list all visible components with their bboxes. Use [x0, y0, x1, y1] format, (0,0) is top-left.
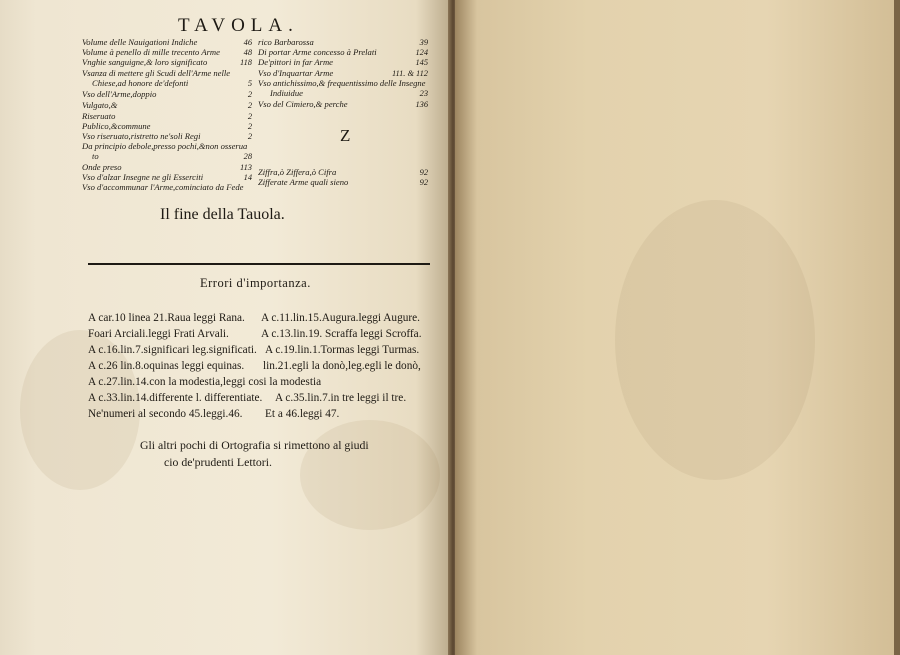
index-entry: De'pittori in far Arme [258, 57, 333, 67]
errata-line: A c.33.lin.14.differente l. differentiate. [88, 392, 263, 404]
index-page-number: 2 [247, 122, 252, 131]
errata-title: Errori d'importanza. [200, 276, 311, 290]
index-entry: Vso d'accommunar l'Arme,cominciato da Fede [82, 182, 244, 192]
index-page-number: 2 [247, 101, 252, 110]
index-entry: Vulgato,& [82, 100, 118, 110]
index-entry: Indiuidue [270, 88, 303, 98]
index-page-number: 2 [247, 132, 252, 141]
index-entry: Vso riseruato,ristretto ne'soli Regi [82, 131, 201, 141]
index-page-number: 111. & 112 [391, 69, 428, 78]
errata-line: lin.21.egli la donò,leg.egli le donò, [263, 360, 421, 372]
errata-line: Et a 46.leggi 47. [265, 408, 340, 420]
index-entry: Zifferate Arme quali sieno [258, 177, 349, 187]
index-page-number: 92 [419, 178, 428, 187]
index-entry: Volume à penello di mille trecento Arme [82, 47, 220, 57]
index-entry: Di portar Arme concesso à Prelati [258, 47, 377, 57]
end-of-index-note: Il fine della Tauola. [160, 206, 285, 223]
index-entry: to [92, 151, 99, 161]
index-page-number: 2 [247, 112, 252, 121]
index-page-number: 46 [243, 38, 252, 47]
closing-note: cio de'prudenti Lettori. [164, 455, 272, 469]
index-entry: Da principio debole,presso pochi,&non osserua [82, 141, 248, 151]
index-page-number: 5 [247, 79, 252, 88]
index-entry: Onde preso [82, 162, 122, 172]
index-entry: Vso d'alzar Insegne ne gli Esserciti [82, 172, 204, 182]
index-page-number: 92 [419, 168, 428, 177]
divider-rule [88, 263, 430, 265]
index-page-number: 124 [415, 48, 428, 57]
errata-line: A c.13.lin.19. Scraffa leggi Scroffa. [261, 328, 422, 340]
right-page-blank [455, 0, 900, 655]
errata-line: A c.19.lin.1.Tormas leggi Turmas. [265, 344, 420, 356]
errata-line: Ne'numeri al secondo 45.leggi.46. [88, 408, 243, 420]
index-entry: Vso dell'Arme,doppio [82, 89, 157, 99]
index-page-number: 23 [419, 89, 428, 98]
index-entry: Vso d'Inquartar Arme [258, 68, 334, 78]
closing-note: Gli altri pochi di Ortografia si rimettono al giudi [140, 438, 369, 452]
index-entry: rico Barbarossa [258, 37, 314, 47]
index-entry: Vnghie sanguigne,& loro significato [82, 57, 208, 67]
index-page-number: 136 [415, 100, 428, 109]
section-letter-z: Z [340, 126, 351, 145]
index-page-number: 28 [243, 152, 252, 161]
index-page-number: 48 [243, 48, 252, 57]
index-entry: Vso del Cimiero,& perche [258, 99, 348, 109]
index-page-number: 113 [240, 163, 252, 172]
index-page-number: 145 [415, 58, 428, 67]
errata-line: A car.10 linea 21.Raua leggi Rana. [88, 312, 245, 324]
index-entry: Chiese,ad honore de'defonti [92, 78, 189, 88]
index-entry: Publico,&commune [82, 121, 151, 131]
page-title: TAVOLA. [178, 15, 299, 36]
index-entry: Vsanza di mettere gli Scudi dell'Arme nelle [82, 68, 231, 78]
index-entry: Ziffra,ò Ziffera,ò Cifra [258, 167, 337, 177]
errata-line: A c.27.lin.14.con la modestia,leggi cosi la modestia [88, 376, 322, 388]
errata-line: A c.11.lin.15.Augura.leggi Augure. [261, 312, 420, 324]
index-page-number: 118 [240, 58, 252, 67]
index-page-number: 2 [247, 90, 252, 99]
index-entry: Volume delle Nauigationi Indiche [82, 37, 198, 47]
errata-line: A c.16.lin.7.significari leg.significati. [88, 344, 257, 356]
index-page-number: 39 [419, 38, 428, 47]
errata-line: A c.26 lin.8.oquinas leggi equinas. [88, 360, 245, 372]
errata-line: A c.35.lin.7.in tre leggi il tre. [275, 392, 407, 404]
index-entry: Riseruato [82, 111, 116, 121]
index-page-number: 14 [243, 173, 252, 182]
errata-line: Foari Arciali.leggi Frati Arvali. [88, 328, 229, 340]
index-entry: Vso antichissimo,& frequentissimo delle Insegne [258, 78, 426, 88]
